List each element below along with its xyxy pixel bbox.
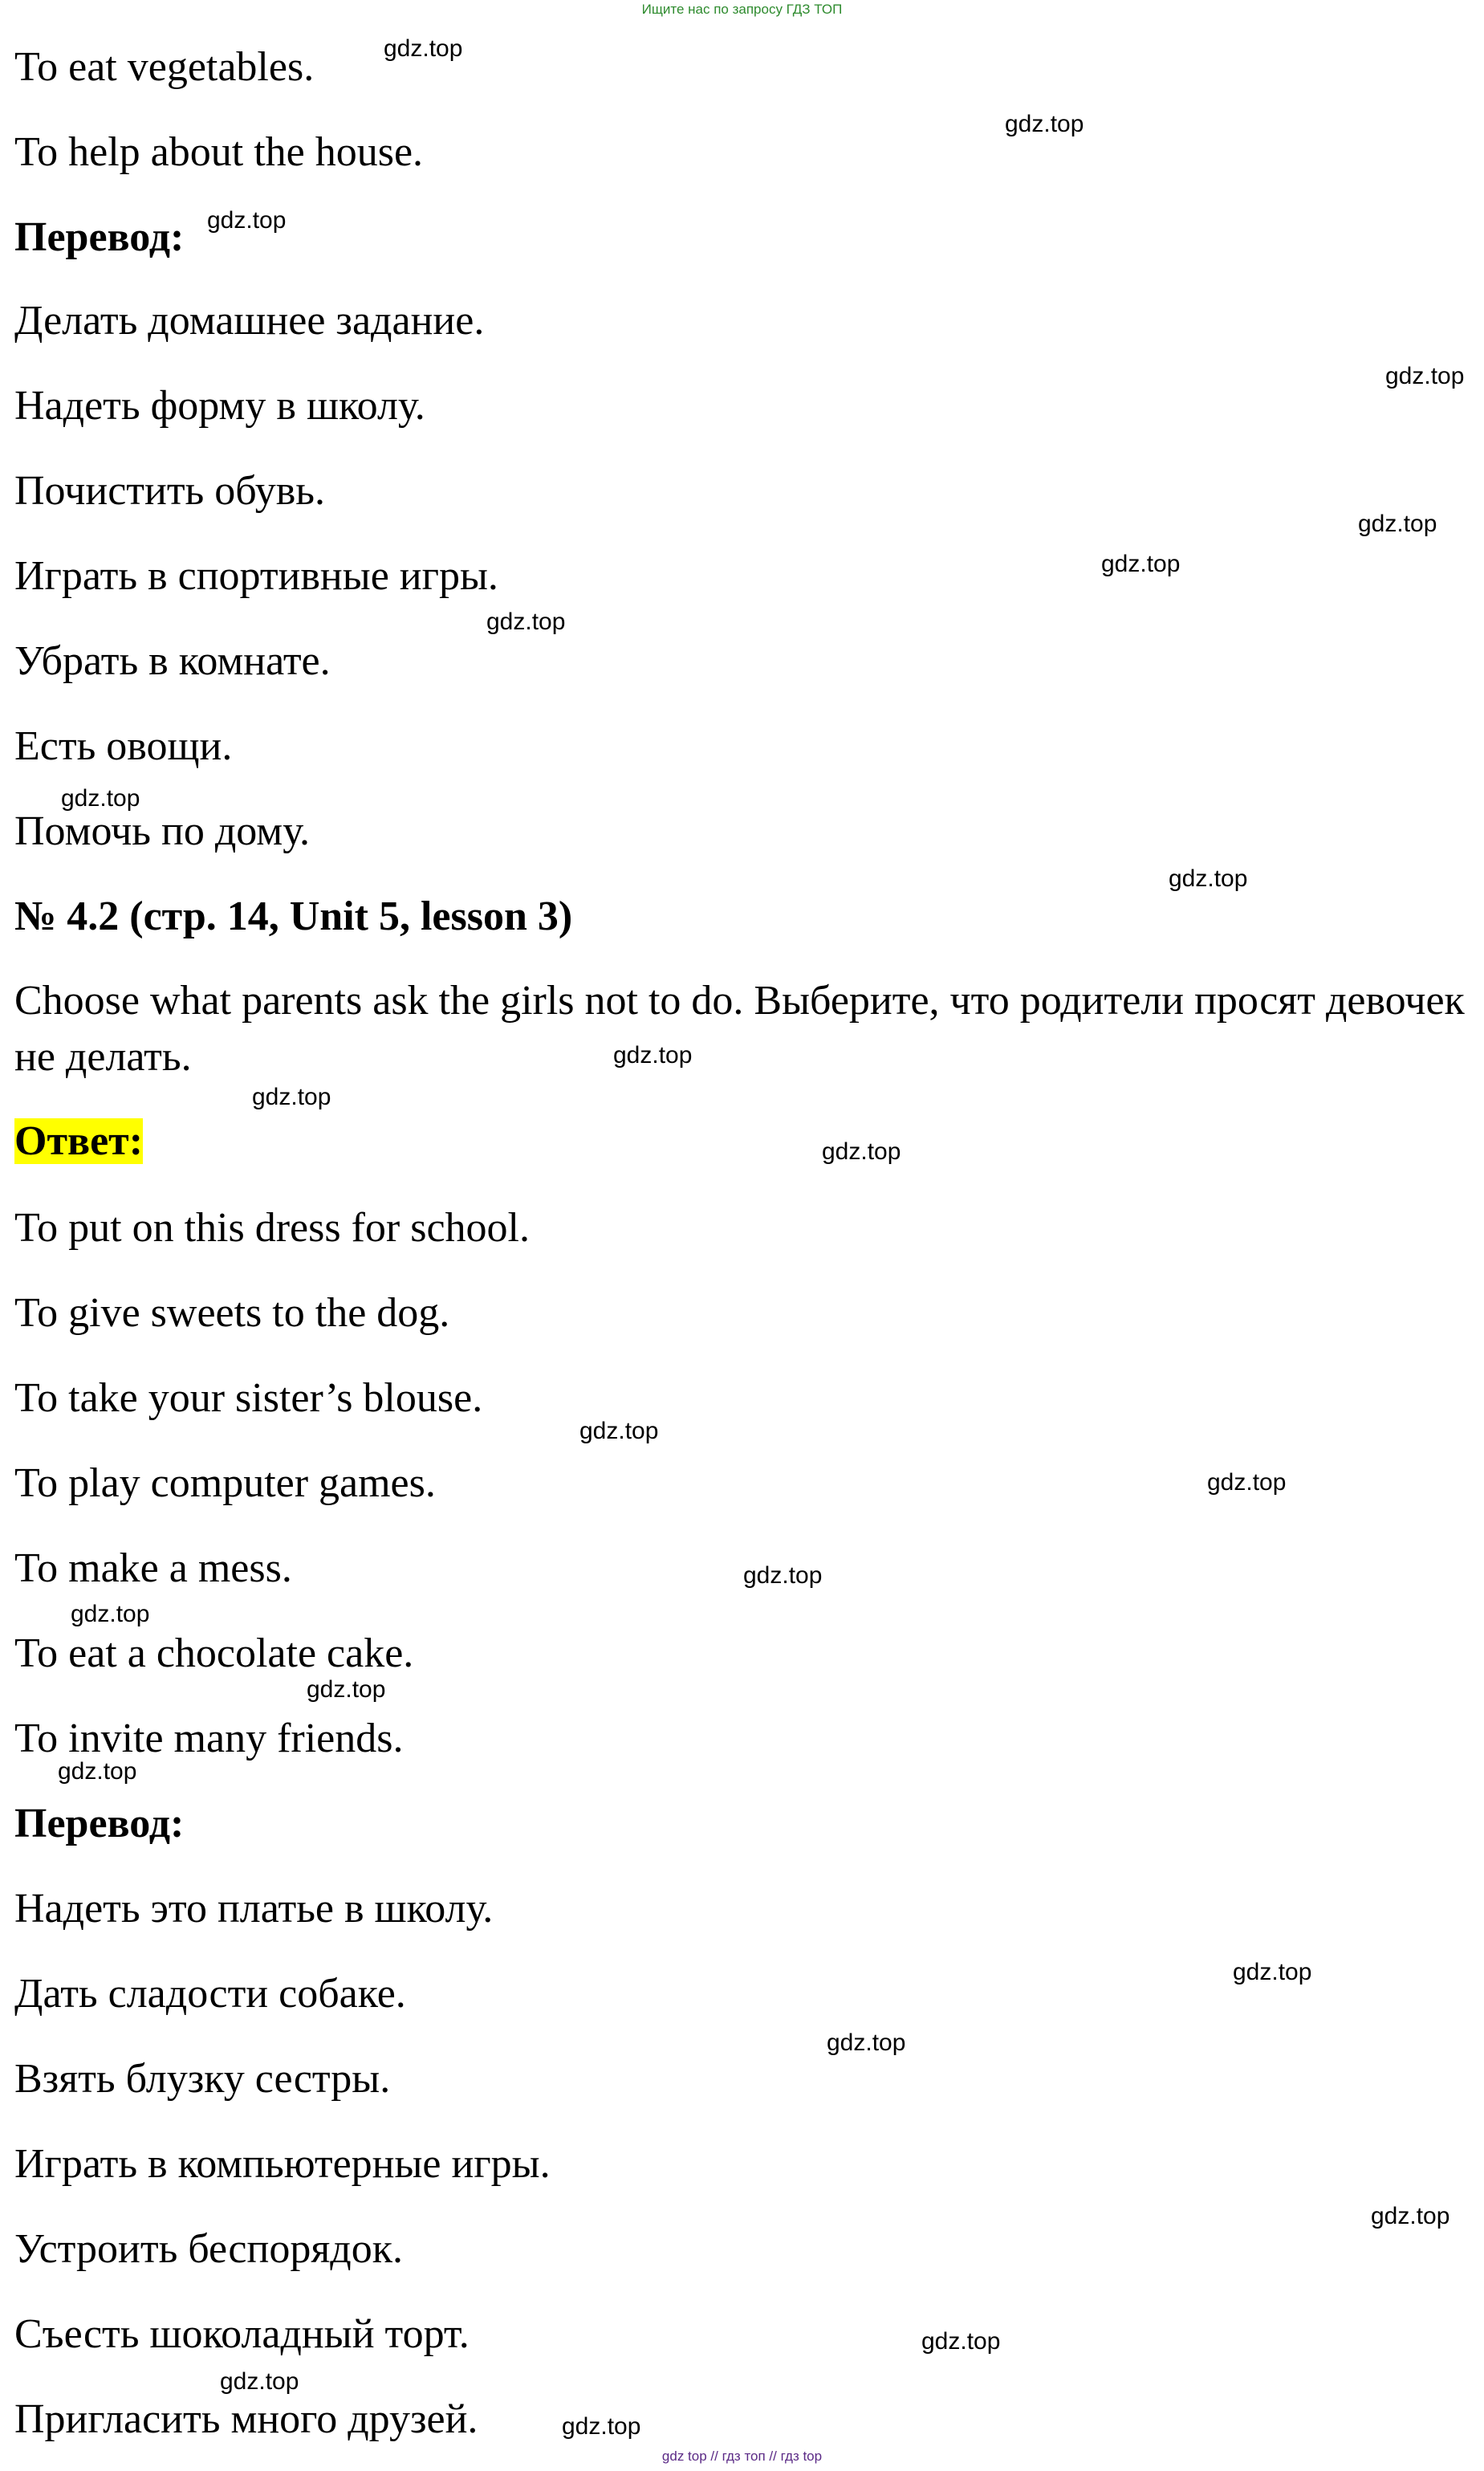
answer-heading-label: Ответ: [14, 1118, 144, 1164]
answer-line: To give sweets to the dog. [14, 1290, 450, 1336]
watermark: gdz.top [486, 609, 566, 635]
watermark: gdz.top [71, 1601, 150, 1627]
intro-line: To help about the house. [14, 129, 424, 175]
answer-line: To make a mess. [14, 1545, 292, 1591]
translation-line: Почистить обувь. [14, 468, 326, 514]
answer-heading [14, 1117, 143, 1166]
watermark: gdz.top [1169, 865, 1248, 892]
watermark: gdz.top [743, 1562, 823, 1589]
footer-note: gdz top // гдз топ // гдз top [661, 2449, 823, 2464]
watermark: gdz.top [562, 2413, 641, 2440]
watermark: gdz.top [921, 2328, 1001, 2355]
watermark: gdz.top [613, 1042, 693, 1069]
translation-line: Пригласить много друзей. [14, 2396, 478, 2442]
answer-line: To put on this dress for school. [14, 1205, 530, 1251]
watermark: gdz.top [1101, 551, 1181, 577]
watermark: gdz.top [1358, 511, 1437, 537]
answer-line: To invite many friends. [14, 1716, 404, 1761]
translation-line: Играть в компьютерные игры. [14, 2141, 551, 2187]
watermark: gdz.top [822, 1138, 901, 1165]
translation-line: Есть овощи. [14, 723, 233, 769]
translation-line: Дать сладости собаке. [14, 1971, 406, 2017]
translation-line: Взять блузку сестры. [14, 2056, 391, 2102]
watermark: gdz.top [61, 785, 140, 812]
translation-line: Устроить беспорядок. [14, 2226, 403, 2272]
translation-heading: Перевод: [14, 1801, 185, 1846]
intro-line: To eat vegetables. [14, 44, 315, 90]
translation-line: Надеть форму в школу. [14, 383, 425, 429]
watermark: gdz.top [58, 1758, 137, 1785]
watermark: gdz.top [252, 1084, 331, 1110]
translation-line: Играть в спортивные игры. [14, 553, 498, 599]
answer-line: To take your sister’s blouse. [14, 1375, 483, 1421]
watermark: gdz.top [827, 2029, 906, 2056]
watermark: gdz.top [1371, 2203, 1450, 2229]
answer-line: To play computer games. [14, 1460, 436, 1506]
translation-line: Надеть это платье в школу. [14, 1886, 494, 1932]
header-note: Ищите нас по запросу ГДЗ ТОП [641, 2, 843, 17]
watermark: gdz.top [307, 1676, 386, 1703]
translation-line: Помочь по дому. [14, 808, 310, 854]
watermark: gdz.top [1233, 1959, 1312, 1985]
watermark: gdz.top [384, 35, 463, 62]
watermark: gdz.top [579, 1418, 659, 1444]
watermark: gdz.top [1385, 363, 1465, 389]
translation-line: Делать домашнее задание. [14, 298, 485, 344]
watermark: gdz.top [1005, 111, 1084, 137]
translation-line: Убрать в комнате. [14, 638, 331, 684]
watermark: gdz.top [220, 2368, 299, 2395]
watermark: gdz.top [207, 207, 287, 234]
answer-line: To eat a chocolate cake. [14, 1630, 414, 1676]
translation-line: Съесть шоколадный торт. [14, 2311, 470, 2357]
translation-heading: Перевод: [14, 214, 185, 260]
exercise-title: № 4.2 (стр. 14, Unit 5, lesson 3) [14, 894, 573, 939]
task-text: Choose what parents ask the girls not to do. Выберите, что родители просят девочек не делать. [14, 978, 1465, 1080]
watermark: gdz.top [1207, 1469, 1287, 1496]
